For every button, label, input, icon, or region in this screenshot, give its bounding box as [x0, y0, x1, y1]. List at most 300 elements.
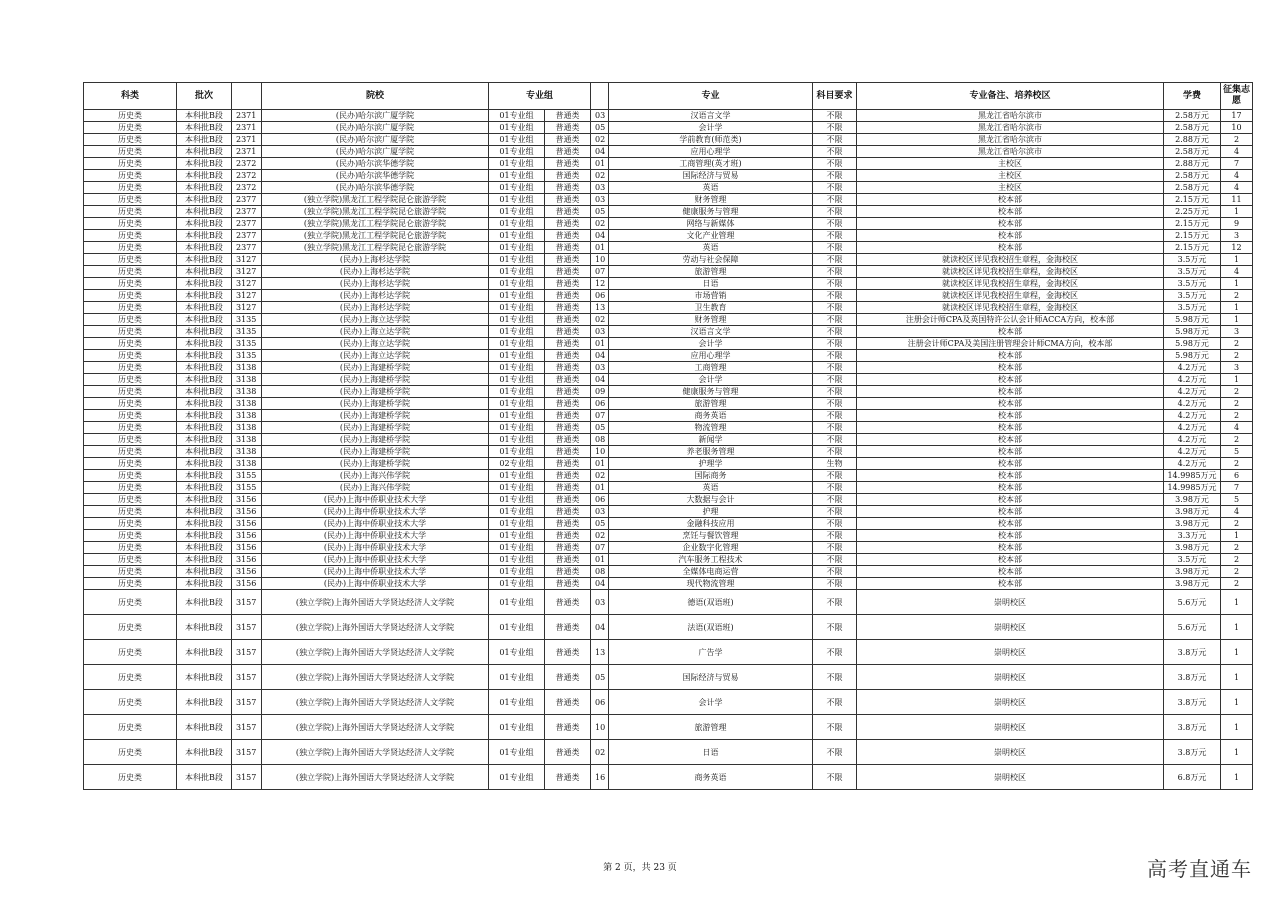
page-footer: 第 2 页，共 23 页 — [603, 863, 677, 873]
table-cell: 本科批B段 — [177, 434, 232, 446]
table-row — [84, 374, 1253, 386]
table-cell: 01专业组 — [489, 740, 545, 765]
table-cell: (独立学院)黑龙江工程学院昆仑旅游学院 — [262, 218, 489, 230]
table-cell: 不限 — [813, 690, 857, 715]
table-cell: 5.98万元 — [1164, 326, 1221, 338]
table-row — [84, 615, 1253, 640]
table-cell: 普通类 — [545, 690, 591, 715]
table-cell: 04 — [591, 578, 609, 590]
table-cell: 不限 — [813, 170, 857, 182]
table-cell: 01专业组 — [489, 715, 545, 740]
table-cell: 10 — [591, 254, 609, 266]
table-cell: 本科批B段 — [177, 206, 232, 218]
table-cell: 2 — [1221, 542, 1253, 554]
table-row — [84, 218, 1253, 230]
table-cell: 不限 — [813, 278, 857, 290]
table-cell: 4 — [1221, 146, 1253, 158]
table-row — [84, 566, 1253, 578]
table-cell: 普通类 — [545, 482, 591, 494]
header-cell: 专业组 — [489, 83, 591, 110]
table-cell: 普通类 — [545, 518, 591, 530]
table-cell: 普通类 — [545, 314, 591, 326]
table-cell: 3.5万元 — [1164, 266, 1221, 278]
table-cell: (民办)上海中侨职业技术大学 — [262, 530, 489, 542]
table-cell: 01 — [591, 242, 609, 254]
table-cell: 广告学 — [609, 640, 813, 665]
table-cell: (独立学院)上海外国语大学贤达经济人文学院 — [262, 690, 489, 715]
header-cell: 专业备注、培养校区 — [857, 83, 1164, 110]
table-row — [84, 578, 1253, 590]
table-cell: 普通类 — [545, 350, 591, 362]
table-cell: 01专业组 — [489, 290, 545, 302]
table-cell: 02 — [591, 218, 609, 230]
table-cell: 01专业组 — [489, 350, 545, 362]
table-cell: 不限 — [813, 206, 857, 218]
table-cell: 本科批B段 — [177, 506, 232, 518]
header-cell: 科类 — [84, 83, 177, 110]
table-cell: 2.15万元 — [1164, 194, 1221, 206]
table-cell: 03 — [591, 506, 609, 518]
table-cell: 汽车服务工程技术 — [609, 554, 813, 566]
table-cell: 6 — [1221, 470, 1253, 482]
table-cell: 5 — [1221, 446, 1253, 458]
table-cell: 1 — [1221, 615, 1253, 640]
table-cell: (民办)哈尔滨广厦学院 — [262, 134, 489, 146]
table-cell: 应用心理学 — [609, 146, 813, 158]
table-cell: 3156 — [232, 494, 262, 506]
table-cell: (民办)上海中侨职业技术大学 — [262, 578, 489, 590]
table-cell: 本科批B段 — [177, 170, 232, 182]
table-cell: 新闻学 — [609, 434, 813, 446]
table-cell: 校本部 — [857, 194, 1164, 206]
table-cell: 3138 — [232, 446, 262, 458]
table-cell: 03 — [591, 194, 609, 206]
table-cell: 1 — [1221, 530, 1253, 542]
table-cell: 2 — [1221, 350, 1253, 362]
table-cell: 1 — [1221, 665, 1253, 690]
header-cell: 批次 — [177, 83, 232, 110]
table-cell: 01专业组 — [489, 338, 545, 350]
table-cell: 3157 — [232, 690, 262, 715]
table-cell: (民办)哈尔滨广厦学院 — [262, 122, 489, 134]
table-cell: 普通类 — [545, 206, 591, 218]
table-cell: 不限 — [813, 590, 857, 615]
table-cell: 校本部 — [857, 518, 1164, 530]
table-cell: 本科批B段 — [177, 740, 232, 765]
table-cell: (民办)上海建桥学院 — [262, 374, 489, 386]
table-cell: (民办)上海立达学院 — [262, 326, 489, 338]
table-row — [84, 446, 1253, 458]
table-cell: 01 — [591, 458, 609, 470]
table-cell: 护理 — [609, 506, 813, 518]
table-cell: 历史类 — [84, 386, 177, 398]
table-cell: 普通类 — [545, 765, 591, 790]
table-cell: 08 — [591, 434, 609, 446]
table-cell: 校本部 — [857, 386, 1164, 398]
table-cell: 黑龙江省哈尔滨市 — [857, 146, 1164, 158]
table-cell: 3.98万元 — [1164, 578, 1221, 590]
table-cell: 本科批B段 — [177, 326, 232, 338]
table-cell: 07 — [591, 266, 609, 278]
table-cell: 历史类 — [84, 170, 177, 182]
table-cell: 历史类 — [84, 350, 177, 362]
table-cell: 01专业组 — [489, 530, 545, 542]
table-cell: 本科批B段 — [177, 338, 232, 350]
table-cell: 4 — [1221, 182, 1253, 194]
table-cell: 崇明校区 — [857, 615, 1164, 640]
table-cell: 校本部 — [857, 566, 1164, 578]
table-cell: 06 — [591, 690, 609, 715]
table-cell: 2372 — [232, 182, 262, 194]
table-cell: 不限 — [813, 230, 857, 242]
table-row — [84, 665, 1253, 690]
table-cell: 历史类 — [84, 530, 177, 542]
table-cell: 13 — [591, 640, 609, 665]
table-cell: 本科批B段 — [177, 110, 232, 122]
table-cell: 5.6万元 — [1164, 590, 1221, 615]
table-cell: 会计学 — [609, 374, 813, 386]
table-cell: 2 — [1221, 566, 1253, 578]
table-cell: (民办)上海中侨职业技术大学 — [262, 494, 489, 506]
table-row — [84, 338, 1253, 350]
table-cell: 3157 — [232, 715, 262, 740]
table-cell: 注册会计师CPA及英国特许公认会计师ACCA方向，校本部 — [857, 314, 1164, 326]
table-cell: (民办)上海中侨职业技术大学 — [262, 542, 489, 554]
table-cell: 英语 — [609, 242, 813, 254]
table-cell: 不限 — [813, 715, 857, 740]
table-cell: 01专业组 — [489, 470, 545, 482]
table-cell: 5 — [1221, 494, 1253, 506]
table-row — [84, 326, 1253, 338]
table-cell: (独立学院)上海外国语大学贤达经济人文学院 — [262, 590, 489, 615]
table-cell: 普通类 — [545, 362, 591, 374]
table-cell: 历史类 — [84, 122, 177, 134]
table-cell: 本科批B段 — [177, 518, 232, 530]
table-cell: 不限 — [813, 254, 857, 266]
table-cell: 历史类 — [84, 740, 177, 765]
table-cell: 01专业组 — [489, 765, 545, 790]
table-cell: 06 — [591, 398, 609, 410]
table-cell: 日语 — [609, 278, 813, 290]
table-cell: 1 — [1221, 715, 1253, 740]
table-cell: 财务管理 — [609, 194, 813, 206]
table-cell: 2.58万元 — [1164, 122, 1221, 134]
table-cell: 历史类 — [84, 765, 177, 790]
admission-table — [83, 82, 1253, 790]
table-cell: 01专业组 — [489, 446, 545, 458]
table-cell: 3155 — [232, 482, 262, 494]
table-cell: 3.3万元 — [1164, 530, 1221, 542]
table-cell: (独立学院)上海外国语大学贤达经济人文学院 — [262, 615, 489, 640]
table-cell: 普通类 — [545, 542, 591, 554]
table-cell: 3135 — [232, 326, 262, 338]
table-cell: 2.25万元 — [1164, 206, 1221, 218]
table-cell: 3156 — [232, 506, 262, 518]
table-cell: 卫生教育 — [609, 302, 813, 314]
table-cell: 3.8万元 — [1164, 740, 1221, 765]
table-cell: (民办)上海建桥学院 — [262, 386, 489, 398]
table-cell: 金融科技应用 — [609, 518, 813, 530]
table-cell: 1 — [1221, 302, 1253, 314]
table-cell: 1 — [1221, 765, 1253, 790]
table-cell: 3.5万元 — [1164, 302, 1221, 314]
table-cell: 3127 — [232, 266, 262, 278]
table-cell: 01专业组 — [489, 665, 545, 690]
table-cell: 2 — [1221, 290, 1253, 302]
table-cell: 2 — [1221, 518, 1253, 530]
table-cell: 不限 — [813, 302, 857, 314]
table-cell: 主校区 — [857, 158, 1164, 170]
table-cell: 普通类 — [545, 665, 591, 690]
table-cell: 校本部 — [857, 410, 1164, 422]
table-cell: 2 — [1221, 134, 1253, 146]
table-cell: 12 — [591, 278, 609, 290]
table-cell: 校本部 — [857, 506, 1164, 518]
table-cell: 3.5万元 — [1164, 554, 1221, 566]
table-cell: 校本部 — [857, 230, 1164, 242]
table-row — [84, 458, 1253, 470]
table-cell: 崇明校区 — [857, 690, 1164, 715]
table-cell: 本科批B段 — [177, 314, 232, 326]
table-cell: 1 — [1221, 278, 1253, 290]
table-cell: 01专业组 — [489, 302, 545, 314]
table-cell: 就读校区详见我校招生章程，金海校区 — [857, 266, 1164, 278]
table-cell: 01专业组 — [489, 386, 545, 398]
table-cell: 烹饪与餐饮管理 — [609, 530, 813, 542]
table-cell: 普通类 — [545, 302, 591, 314]
table-cell: 英语 — [609, 482, 813, 494]
table-cell: 3.5万元 — [1164, 278, 1221, 290]
table-row — [84, 410, 1253, 422]
table-cell: 9 — [1221, 218, 1253, 230]
table-cell: 历史类 — [84, 374, 177, 386]
table-cell: 2 — [1221, 434, 1253, 446]
table-cell: 2.58万元 — [1164, 182, 1221, 194]
table-cell: (独立学院)上海外国语大学贤达经济人文学院 — [262, 740, 489, 765]
table-cell: 不限 — [813, 374, 857, 386]
table-cell: 01 — [591, 554, 609, 566]
table-cell: 3127 — [232, 302, 262, 314]
table-cell: 03 — [591, 326, 609, 338]
table-row — [84, 242, 1253, 254]
table-cell: 不限 — [813, 765, 857, 790]
table-cell: 英语 — [609, 182, 813, 194]
table-cell: 会计学 — [609, 338, 813, 350]
table-cell: 健康服务与管理 — [609, 386, 813, 398]
table-cell: 历史类 — [84, 278, 177, 290]
table-cell: 本科批B段 — [177, 578, 232, 590]
table-row — [84, 278, 1253, 290]
table-cell: 06 — [591, 290, 609, 302]
table-cell: 06 — [591, 494, 609, 506]
table-cell: 不限 — [813, 494, 857, 506]
table-cell: 03 — [591, 110, 609, 122]
table-cell: 本科批B段 — [177, 470, 232, 482]
table-cell: 3156 — [232, 530, 262, 542]
header-cell — [591, 83, 609, 110]
table-cell: 护理学 — [609, 458, 813, 470]
header-cell: 院校 — [262, 83, 489, 110]
table-cell: (民办)上海中侨职业技术大学 — [262, 506, 489, 518]
table-cell: 校本部 — [857, 542, 1164, 554]
table-cell: 4.2万元 — [1164, 386, 1221, 398]
table-cell: 校本部 — [857, 218, 1164, 230]
table-cell: 崇明校区 — [857, 640, 1164, 665]
table-row — [84, 362, 1253, 374]
table-cell: 校本部 — [857, 362, 1164, 374]
header-cell — [232, 83, 262, 110]
table-cell: 不限 — [813, 398, 857, 410]
table-cell: 7 — [1221, 482, 1253, 494]
table-cell: 01专业组 — [489, 554, 545, 566]
table-cell: 学前教育(师范类) — [609, 134, 813, 146]
table-cell: 本科批B段 — [177, 665, 232, 690]
table-cell: 历史类 — [84, 690, 177, 715]
table-cell: 历史类 — [84, 182, 177, 194]
table-cell: 普通类 — [545, 434, 591, 446]
table-cell: 历史类 — [84, 398, 177, 410]
table-cell: 不限 — [813, 578, 857, 590]
header-cell: 学费 — [1164, 83, 1221, 110]
table-cell: 01专业组 — [489, 110, 545, 122]
table-row — [84, 434, 1253, 446]
table-cell: 本科批B段 — [177, 254, 232, 266]
table-cell: 6.8万元 — [1164, 765, 1221, 790]
table-cell: 1 — [1221, 254, 1253, 266]
table-cell: 校本部 — [857, 554, 1164, 566]
table-cell: 01专业组 — [489, 146, 545, 158]
table-cell: (独立学院)上海外国语大学贤达经济人文学院 — [262, 665, 489, 690]
table-cell: 现代物流管理 — [609, 578, 813, 590]
table-cell: 工商管理(英才班) — [609, 158, 813, 170]
table-cell: 普通类 — [545, 470, 591, 482]
table-cell: 不限 — [813, 242, 857, 254]
table-cell: 普通类 — [545, 242, 591, 254]
table-cell: 本科批B段 — [177, 290, 232, 302]
table-cell: 历史类 — [84, 494, 177, 506]
table-cell: 01专业组 — [489, 170, 545, 182]
table-row — [84, 422, 1253, 434]
table-cell: 历史类 — [84, 206, 177, 218]
table-cell: 历史类 — [84, 338, 177, 350]
table-cell: 主校区 — [857, 182, 1164, 194]
table-cell: 2371 — [232, 122, 262, 134]
table-cell: 历史类 — [84, 518, 177, 530]
table-row — [84, 146, 1253, 158]
table-cell: 11 — [1221, 194, 1253, 206]
table-cell: 2377 — [232, 218, 262, 230]
table-cell: 3157 — [232, 765, 262, 790]
table-cell: 01专业组 — [489, 410, 545, 422]
table-cell: 不限 — [813, 218, 857, 230]
table-cell: 商务英语 — [609, 765, 813, 790]
table-cell: 校本部 — [857, 434, 1164, 446]
table-cell: 2377 — [232, 194, 262, 206]
table-cell: 会计学 — [609, 122, 813, 134]
table-cell: 01专业组 — [489, 542, 545, 554]
table-row — [84, 230, 1253, 242]
table-cell: 03 — [591, 590, 609, 615]
table-cell: 不限 — [813, 506, 857, 518]
table-cell: 4.2万元 — [1164, 458, 1221, 470]
table-cell: 历史类 — [84, 470, 177, 482]
table-cell: 本科批B段 — [177, 122, 232, 134]
table-cell: 不限 — [813, 326, 857, 338]
table-cell: 3135 — [232, 338, 262, 350]
table-cell: 崇明校区 — [857, 765, 1164, 790]
table-row — [84, 482, 1253, 494]
table-cell: 1 — [1221, 374, 1253, 386]
table-cell: 3.5万元 — [1164, 254, 1221, 266]
table-cell: 3127 — [232, 254, 262, 266]
table-cell: 不限 — [813, 554, 857, 566]
table-cell: 不限 — [813, 122, 857, 134]
table-cell: 3138 — [232, 410, 262, 422]
table-row — [84, 122, 1253, 134]
table-cell: 普通类 — [545, 410, 591, 422]
table-cell: 2.88万元 — [1164, 158, 1221, 170]
table-cell: 就读校区详见我校招生章程，金海校区 — [857, 278, 1164, 290]
table-cell: 3157 — [232, 640, 262, 665]
table-cell: 01专业组 — [489, 266, 545, 278]
table-cell: 历史类 — [84, 640, 177, 665]
table-row — [84, 266, 1253, 278]
table-cell: 历史类 — [84, 266, 177, 278]
table-cell: 普通类 — [545, 158, 591, 170]
table-cell: 全媒体电商运营 — [609, 566, 813, 578]
table-cell: 黑龙江省哈尔滨市 — [857, 134, 1164, 146]
table-cell: (民办)哈尔滨华德学院 — [262, 170, 489, 182]
table-cell: 4.2万元 — [1164, 374, 1221, 386]
table-cell: 4 — [1221, 170, 1253, 182]
table-cell: 01专业组 — [489, 566, 545, 578]
table-cell: 普通类 — [545, 530, 591, 542]
table-cell: 5.6万元 — [1164, 615, 1221, 640]
table-cell: 就读校区详见我校招生章程，金海校区 — [857, 290, 1164, 302]
table-cell: 不限 — [813, 566, 857, 578]
table-cell: 本科批B段 — [177, 278, 232, 290]
table-cell: 本科批B段 — [177, 566, 232, 578]
table-cell: 01专业组 — [489, 398, 545, 410]
table-cell: 工商管理 — [609, 362, 813, 374]
table-cell: 不限 — [813, 740, 857, 765]
table-cell: 普通类 — [545, 290, 591, 302]
table-cell: 崇明校区 — [857, 715, 1164, 740]
table-cell: 2377 — [232, 206, 262, 218]
table-cell: 不限 — [813, 482, 857, 494]
table-cell: 4.2万元 — [1164, 422, 1221, 434]
table-cell: (民办)上海建桥学院 — [262, 410, 489, 422]
table-cell: (民办)上海中侨职业技术大学 — [262, 518, 489, 530]
table-cell: 历史类 — [84, 446, 177, 458]
table-cell: 普通类 — [545, 122, 591, 134]
table-cell: (民办)哈尔滨广厦学院 — [262, 146, 489, 158]
table-row — [84, 170, 1253, 182]
table-cell: 主校区 — [857, 170, 1164, 182]
table-row — [84, 386, 1253, 398]
table-cell: 大数据与会计 — [609, 494, 813, 506]
table-cell: 3157 — [232, 615, 262, 640]
table-cell: 校本部 — [857, 482, 1164, 494]
table-cell: 3.98万元 — [1164, 566, 1221, 578]
table-cell: 01专业组 — [489, 122, 545, 134]
table-cell: 2.58万元 — [1164, 146, 1221, 158]
table-cell: 普通类 — [545, 218, 591, 230]
table-cell: 2.58万元 — [1164, 110, 1221, 122]
table-cell: 02 — [591, 530, 609, 542]
table-cell: 1 — [1221, 314, 1253, 326]
table-cell: 02 — [591, 470, 609, 482]
